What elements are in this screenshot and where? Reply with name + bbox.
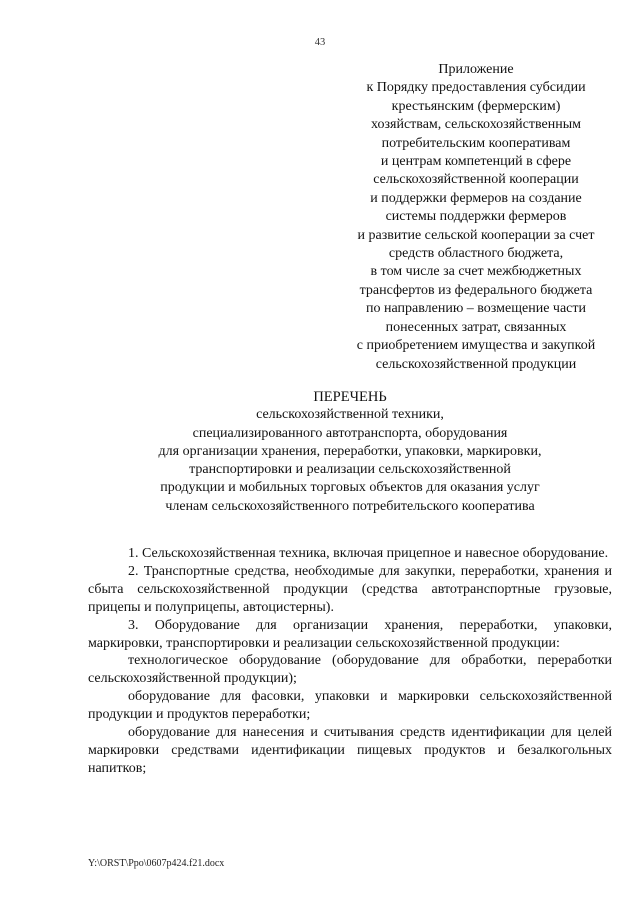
appendix-line: с приобретением имущества и закупкой [356, 338, 596, 354]
heading-line: специализированного автотранспорта, оборудования [192, 425, 508, 441]
page-number: 43 [314, 37, 326, 48]
heading-line: сельскохозяйственной техники, [256, 407, 444, 423]
paragraph-subitem: технологическое оборудование (оборудование для обработки, переработки сельскохозяйственной продукции); [88, 653, 612, 687]
appendix-line: сельскохозяйственной кооперации [373, 172, 579, 188]
appendix-block [330, 61, 622, 374]
appendix-line: крестьянским (фермерским) [391, 98, 561, 114]
appendix-line: сельскохозяйственной продукции [375, 356, 577, 372]
appendix-line: понесенных затрат, связанных [385, 319, 567, 335]
file-path-footer: Y:\ORST\Ppo\0607p424.f21.docx [88, 858, 225, 869]
document-title: ПЕРЕЧЕНЬ [313, 389, 387, 405]
heading-line: продукции и мобильных торговых объектов для оказания услуг [160, 480, 540, 496]
heading-line: для организации хранения, переработки, упаковки, маркировки, [158, 443, 542, 459]
appendix-line: хозяйствам, сельскохозяйственным [371, 117, 581, 133]
appendix-line: и поддержки фермеров на создание [370, 190, 582, 206]
heading-line: транспортировки и реализации сельскохозяйственной [189, 462, 511, 478]
paragraph-subitem: оборудование для нанесения и считывания средств идентификации для целей маркировки средствами идентификации пищевых продуктов и безалкогольных напитков; [88, 725, 612, 776]
appendix-line: и развитие сельской кооперации за счет [357, 227, 595, 243]
appendix-line: потребительским кооперативам [381, 135, 571, 151]
appendix-line: системы поддержки фермеров [385, 209, 567, 225]
appendix-line: Приложение [438, 62, 514, 77]
document-body [88, 545, 612, 778]
appendix-line: средств областного бюджета, [388, 246, 564, 262]
paragraph-item-2: 2. Транспортные средства, необходимые для закупки, переработки, хранения и сбыта сельскохозяйственной продукции (средства автотранспортные грузовые, прицепы и полуприцепы, автоцистерны). [88, 563, 612, 615]
paragraph-item-3: 3. Оборудование для организации хранения, переработки, упаковки, маркировки, транспортировки и реализации сельскохозяйственной продукции: [88, 617, 612, 651]
document-heading [60, 388, 640, 516]
paragraph-subitem: оборудование для фасовки, упаковки и маркировки сельскохозяйственной продукции и продуктов переработки; [88, 689, 612, 723]
appendix-line: к Порядку предоставления субсидии [366, 80, 586, 96]
appendix-line: в том числе за счет межбюджетных [370, 264, 582, 280]
appendix-line: трансфертов из федерального бюджета [359, 282, 593, 298]
paragraph-item-1: 1. Сельскохозяйственная техника, включая прицепное и навесное оборудование. [128, 546, 609, 561]
appendix-line: по направлению – возмещение части [366, 301, 586, 317]
appendix-line: и центрам компетенций в сфере [380, 154, 572, 170]
heading-line: членам сельскохозяйственного потребительского кооператива [165, 498, 535, 514]
